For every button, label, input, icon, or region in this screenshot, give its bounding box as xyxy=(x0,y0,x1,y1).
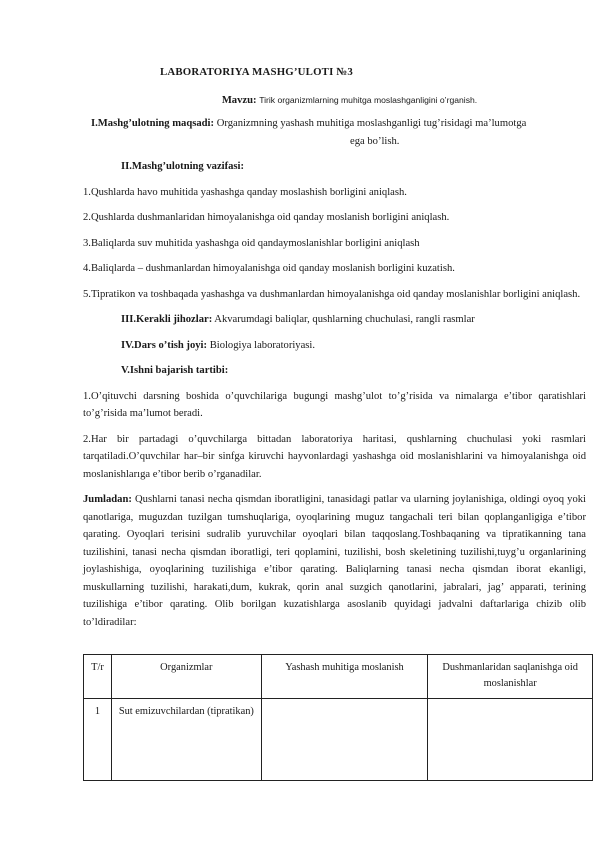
observation-table xyxy=(83,654,593,781)
table-header-cell: Organizmlar xyxy=(111,655,261,699)
equipment-text: Akvarumdagi baliqlar, qushlarning chuchulasi, rangli rasmlar xyxy=(214,314,475,325)
table-cell xyxy=(428,699,593,781)
task-item: 2.Qushlarda dushmanlaridan himoyalanishga oid qanday moslanish borligini aniqlash. xyxy=(83,212,450,223)
jumladan-label: Jumladan: xyxy=(83,494,132,505)
goal-label: I.Mashg’ulotning maqsadi: xyxy=(91,118,215,129)
goal-section xyxy=(91,115,586,150)
table-row xyxy=(84,699,593,781)
procedure-heading: V.Ishni bajarish tartibi: xyxy=(121,365,229,376)
table-cell xyxy=(261,699,428,781)
tasks-heading: II.Mashg’ulotning vazifasi: xyxy=(121,161,245,172)
jumladan-text: Qushlarni tanasi necha qismdan iboratligini, tanasidagi patlar va ularning joylanishiga, oldingi oyoq yoki qanotlariga, muguzdan tuzilgan tumshuqlariga, oyoqlarining muguz tangachali teri bilan qoplanganligiga e’tibor qarating. Oyoqlari terisini sudralib yuruvchilar oyoqlari bilan taqqoslang.Toshbaqaning va tipratikanning tana tuzilishini, tanasi necha qismdan iboratligi, teri qoplamini, tuzilishi, bosh skeletining tuzilishi,tuyg’u organlarining joylashishiga, oyoqlarining tuzilishiga e’tibor qarating. Baliqlarning tanasi necha qismdan iborat ekanligi, muskullarning tuzilishi, harakati,dum, kukrak, qorin anal suzgich qanotlarini, jabralari, jag’ apparati, terining tuzilishiga e’tibor qarating. Olib borilgan kuzatishlarga asoslanib quyidagi jadvalni daftarlariga chizib olib to’ldiradilar: xyxy=(83,494,587,628)
document-title: LABORATORIYA MASHG’ULOTI №3 xyxy=(160,66,354,78)
task-item: 5.Tipratikon va toshbaqada yashashga va dushmanlardan himoyalanishga oid qanday moslanishlar borligini aniqlash. xyxy=(83,288,581,300)
procedure-step: 2.Har bir partadagi o’quvchilarga bittadan laboratoriya haritasi, qushlarning chuchulasi yoki rasmlari tarqatiladi.O’quvchilar har–bir sinfga kiruvchi hayvonlardagi yashashga oid moslanishlarini va himoyalanishga oid moslanishlarıga e’tibor berib o’rganadilar. xyxy=(83,433,586,480)
equipment-label: III.Kerakli jihozlar: xyxy=(121,314,213,325)
place-label: IV.Dars o’tish joyi: xyxy=(121,339,208,351)
procedure-step: 1.O’qituvchi darsning boshida o’quvchilariga bugungi mashg’ulot to’g’risida va nimalarga e’tibor qaratishlari to’g’risida ma’lumot beradi. xyxy=(83,390,586,419)
table-cell: Sut emizuvchilardan (tipratikan) xyxy=(111,699,261,781)
table-header-cell: Yashash muhitiga moslanish xyxy=(261,655,428,699)
goal-text-line2: ega bo’lish. xyxy=(350,135,400,147)
table-header-row xyxy=(84,655,593,699)
topic-text: Tirik organizmlarning muhitga moslashganligini o’rganish. xyxy=(259,94,478,105)
equipment-line xyxy=(121,311,586,329)
place-text: Biologiya laboratoriyasi. xyxy=(209,339,316,351)
task-item: 4.Baliqlarda – dushmanlardan himoyalanishga oid qanday moslanish borligini kuzatish. xyxy=(83,263,455,274)
goal-text-line1: Organizmning yashash muhitiga moslashganligi tug’risidagi ma’lumotga xyxy=(216,118,527,129)
place-line xyxy=(121,337,586,355)
table-header-cell: Dushmanlaridan saqlanishga oid moslanishlar xyxy=(428,655,593,699)
table-cell: 1 xyxy=(84,699,112,781)
task-item: 3.Baliqlarda suv muhitida yashashga oid qandaymoslanishlar borligini aniqlash xyxy=(83,237,420,249)
topic-line xyxy=(83,92,586,110)
jumladan-paragraph xyxy=(83,491,586,631)
table-header-cell: T/r xyxy=(84,655,112,699)
tasks-list xyxy=(83,184,586,304)
task-item: 1.Qushlarda havo muhitida yashashga qanday moslashish borligini aniqlash. xyxy=(83,186,407,198)
topic-label: Mavzu: xyxy=(221,94,257,106)
